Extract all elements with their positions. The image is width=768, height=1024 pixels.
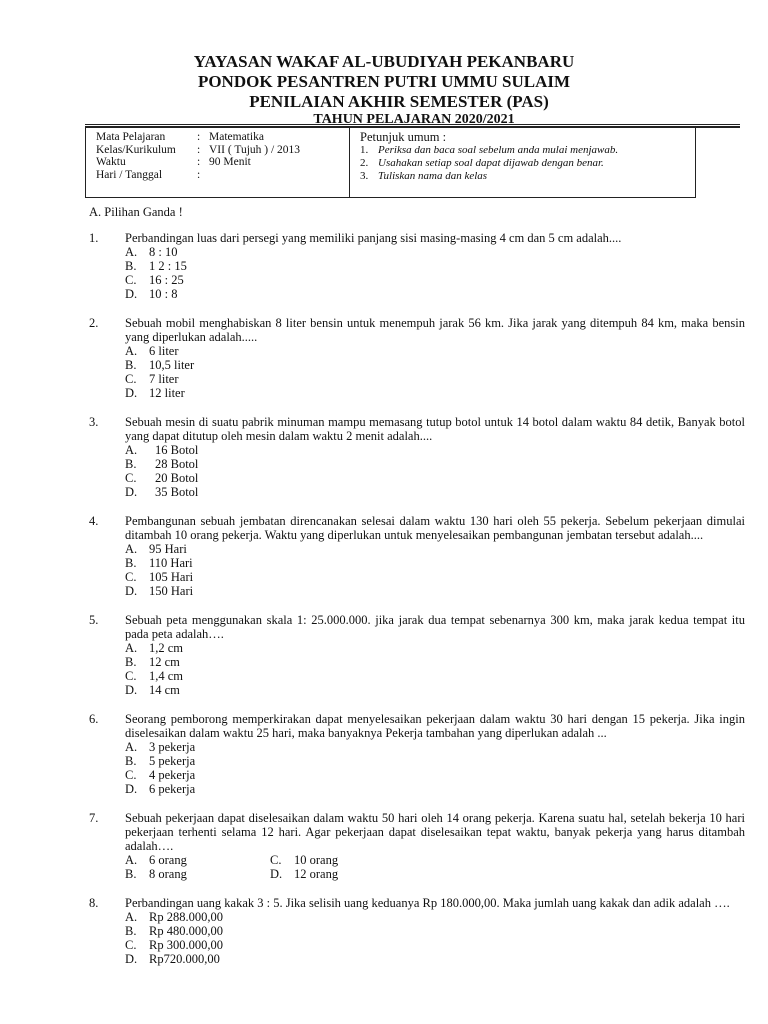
question-4 xyxy=(89,514,745,598)
option-a: A. 6 orang xyxy=(125,853,187,867)
info-row: Kelas/Kurikulum : VII ( Tujuh ) / 2013 xyxy=(96,143,301,156)
question-number: 1. xyxy=(89,231,99,245)
option-b: B. 10,5 liter xyxy=(125,358,195,372)
option-d: D. 150 Hari xyxy=(125,584,194,598)
info-row: Hari / Tanggal : xyxy=(96,168,201,181)
question-number: 3. xyxy=(89,415,99,429)
question-number: 2. xyxy=(89,316,99,330)
academic-year: TAHUN PELAJARAN 2020/2021 xyxy=(313,112,515,127)
section-title: A. Pilihan Ganda ! xyxy=(89,205,183,219)
option-a: A. 1,2 cm xyxy=(125,641,184,655)
question-6 xyxy=(89,712,745,796)
option-c: C. 10 orang xyxy=(270,853,339,867)
option-a: A. 95 Hari xyxy=(125,542,187,556)
instruction-item: 3. Tuliskan nama dan kelas xyxy=(360,170,488,182)
option-d: D. 10 : 8 xyxy=(125,287,178,301)
option-b: B. 8 orang xyxy=(125,867,187,881)
question-7 xyxy=(89,811,745,881)
option-a: A. 8 : 10 xyxy=(125,245,178,259)
option-a: A. Rp 288.000,00 xyxy=(125,910,223,924)
question-3 xyxy=(89,415,745,499)
question-8 xyxy=(89,896,745,966)
option-c: C. 7 liter xyxy=(125,372,179,386)
option-row xyxy=(125,853,745,867)
school-name: PONDOK PESANTREN PUTRI UMMU SULAIM xyxy=(197,72,571,91)
option-d: D. 6 pekerja xyxy=(125,782,196,796)
info-row: Waktu : 90 Menit xyxy=(96,156,251,168)
option-b: B. Rp 480.000,00 xyxy=(125,924,223,938)
instructions-title: Petunjuk umum : xyxy=(360,130,447,144)
question-text: Seorang pemborong memperkirakan dapat menyelesaikan pekerjaan dalam waktu 30 hari dengan 15 pekerja. Jika ingin diselesaikan dalam waktu 25 hari, maka banyaknya Pekerja tambahan yang diperlukan adalah ... xyxy=(125,712,745,740)
option-row xyxy=(125,867,745,881)
option-a: A. 16 Botol xyxy=(125,443,199,457)
question-number: 5. xyxy=(89,613,99,627)
option-d: D. 12 liter xyxy=(125,386,185,400)
option-c: C. 1,4 cm xyxy=(125,669,184,683)
header-rule-top xyxy=(85,124,740,125)
option-c: C. 105 Hari xyxy=(125,570,194,584)
question-text: Sebuah mesin di suatu pabrik minuman mampu memasang tutup botol untuk 14 botol dalam waktu 84 detik, Banyak botol yang dapat ditutup oleh mesin dalam waktu 2 menit adalah.... xyxy=(125,415,745,443)
option-d: D. 35 Botol xyxy=(125,485,199,499)
question-content xyxy=(89,205,745,981)
option-a: A. 6 liter xyxy=(125,344,179,358)
option-d: D. 12 orang xyxy=(270,867,339,881)
option-b: B. 110 Hari xyxy=(125,556,193,570)
question-number: 7. xyxy=(89,811,99,825)
foundation-name: YAYASAN WAKAF AL-UBUDIYAH PEKANBARU xyxy=(193,52,575,71)
question-text: Pembangunan sebuah jembatan direncanakan selesai dalam waktu 130 hari oleh 55 pekerja. Sebelum pekerjaan dimulai ditambah 10 orang pekerja. Waktu yang diperlukan untuk menyelesaikan pembangunan jembatan tersebut adalah.... xyxy=(125,514,745,542)
option-b: B. 12 cm xyxy=(125,655,180,669)
question-number: 4. xyxy=(89,514,99,528)
option-b: B. 5 pekerja xyxy=(125,754,196,768)
question-text: Perbandingan uang kakak 3 : 5. Jika selisih uang keduanya Rp 180.000,00. Maka jumlah uang kakak dan adik adalah …. xyxy=(125,896,730,910)
exam-info-box xyxy=(85,127,696,198)
exam-title: PENILAIAN AKHIR SEMESTER (PAS) xyxy=(249,92,549,111)
option-c: C. 4 pekerja xyxy=(125,768,196,782)
option-c: C. 20 Botol xyxy=(125,471,199,485)
info-row: Mata Pelajaran : Matematika xyxy=(96,131,264,143)
document-header xyxy=(0,52,768,128)
info-divider xyxy=(349,127,350,198)
option-c: C. Rp 300.000,00 xyxy=(125,938,223,952)
question-number: 6. xyxy=(89,712,99,726)
question-number: 8. xyxy=(89,896,99,910)
question-5 xyxy=(89,613,745,697)
instruction-item: 2. Usahakan setiap soal dapat dijawab dengan benar. xyxy=(360,157,604,169)
option-b: B. 1 2 : 15 xyxy=(125,259,187,273)
option-a: A. 3 pekerja xyxy=(125,740,196,754)
option-b: B. 28 Botol xyxy=(125,457,199,471)
exam-details xyxy=(96,131,336,181)
question-1 xyxy=(89,231,745,301)
question-text: Sebuah mobil menghabiskan 8 liter bensin untuk menempuh jarak 56 km. Jika jarak yang ditempuh 84 km, maka bensin yang diperlukan adalah..... xyxy=(125,316,745,344)
question-text: Sebuah pekerjaan dapat diselesaikan dalam waktu 50 hari oleh 14 orang pekerja. Karena suatu hal, setelah bekerja 10 hari pekerjaan terhenti selama 12 hari. Agar pekerjaan dapat diselesaikan tepat waktu, banyak pekerja yang harus ditambah adalah…. xyxy=(125,811,745,853)
option-c: C. 16 : 25 xyxy=(125,273,184,287)
question-text: Sebuah peta menggunakan skala 1: 25.000.000. jika jarak dua tempat sebenarnya 300 km, maka jarak kedua tempat itu pada peta adalah…. xyxy=(125,613,745,641)
question-text: Perbandingan luas dari persegi yang memiliki panjang sisi masing-masing 4 cm dan 5 cm adalah.... xyxy=(125,231,622,245)
general-instructions xyxy=(360,131,690,183)
instruction-item: 1. Periksa dan baca soal sebelum anda mulai menjawab. xyxy=(360,144,619,156)
option-d: D. Rp720.000,00 xyxy=(125,952,220,966)
option-d: D. 14 cm xyxy=(125,683,180,697)
question-2 xyxy=(89,316,745,400)
